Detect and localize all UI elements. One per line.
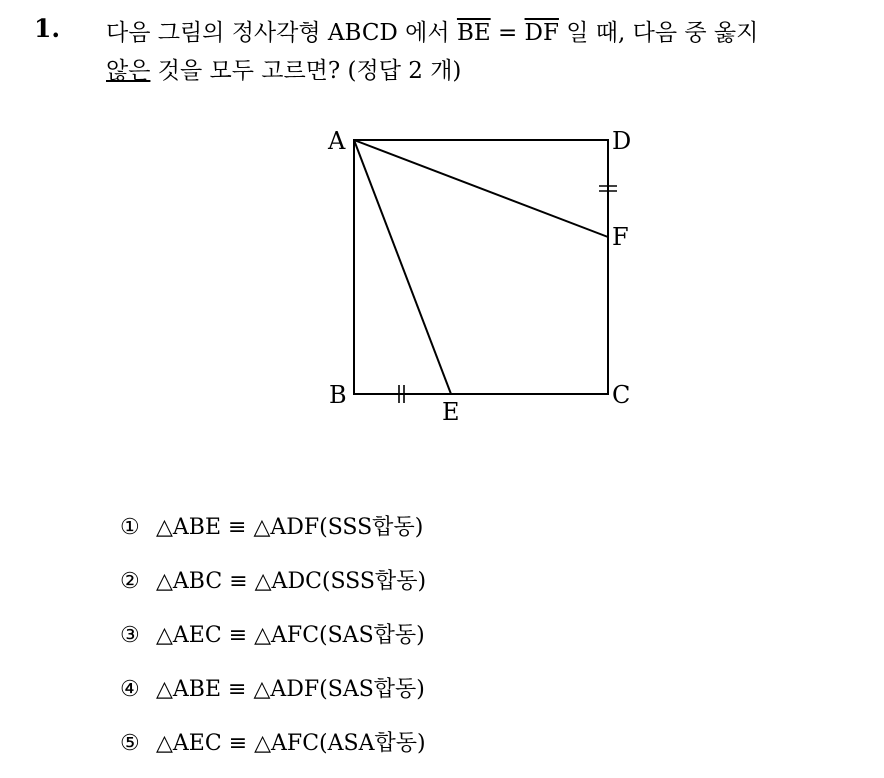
choice-5-mark: ⑤ — [120, 731, 140, 756]
choice-5-text: △AEC ≡ △AFC(ASA합동) — [156, 731, 426, 756]
choice-3[interactable] — [120, 616, 426, 670]
segment-ae — [354, 140, 451, 394]
label-e: E — [442, 398, 460, 426]
choice-5[interactable] — [120, 724, 426, 778]
segment-be: $\overline{BE}$ — [456, 20, 491, 46]
choice-4[interactable] — [120, 670, 426, 724]
question-stem — [106, 14, 876, 90]
square-figure — [300, 110, 660, 440]
label-c: C — [612, 381, 631, 409]
choice-3-text: △AEC ≡ △AFC(SAS합동) — [156, 623, 425, 648]
choice-1-mark: ① — [120, 515, 140, 540]
stem-underlined-text: 않은 — [106, 58, 151, 84]
choice-1-text: △ABE ≡ △ADF(SSS합동) — [156, 515, 424, 540]
segment-df: $\overline{DF}$ — [524, 20, 559, 46]
choice-3-mark: ③ — [120, 623, 140, 648]
question-number: 1. — [34, 14, 61, 43]
choice-list — [120, 508, 426, 778]
stem-text-2: 일 때, 다음 중 옳지 — [558, 20, 759, 46]
label-b: B — [329, 381, 347, 409]
stem-text-1: 다음 그림의 정사각형 ABCD 에서 — [106, 20, 457, 46]
label-f: F — [612, 223, 629, 251]
choice-4-mark: ④ — [120, 677, 140, 702]
choice-2[interactable] — [120, 562, 426, 616]
choice-2-text: △ABC ≡ △ADC(SSS합동) — [156, 569, 427, 594]
square-abcd — [354, 140, 608, 394]
stem-text-3: 것을 모두 고르면? (정답 2 개) — [150, 58, 462, 84]
choice-1[interactable] — [120, 508, 426, 562]
segment-af — [354, 140, 608, 237]
label-d: D — [612, 127, 632, 155]
choice-2-mark: ② — [120, 569, 140, 594]
choice-4-text: △ABE ≡ △ADF(SAS합동) — [156, 677, 425, 702]
label-a: A — [328, 127, 346, 155]
stem-equals: = — [490, 20, 525, 46]
